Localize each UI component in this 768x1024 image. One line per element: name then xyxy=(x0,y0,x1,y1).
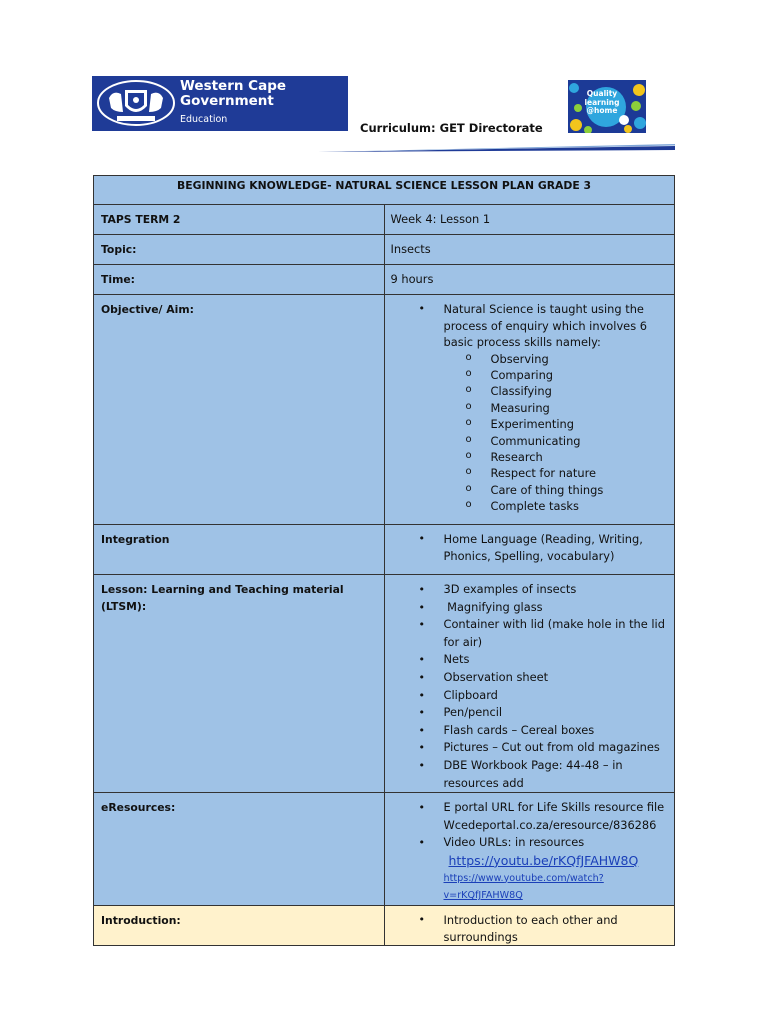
list-item: o Communicating xyxy=(466,433,675,449)
list-item: • Container with lid (make hole in the lid for air) xyxy=(419,616,675,651)
header-divider xyxy=(318,144,675,152)
list-item: o Respect for nature xyxy=(466,465,675,481)
table-row xyxy=(94,205,675,235)
list-item: • DBE Workbook Page: 44-48 – in resources add xyxy=(419,757,675,792)
coat-of-arms-icon xyxy=(95,78,177,128)
western-cape-government-banner xyxy=(92,76,348,131)
integration-value xyxy=(384,525,675,575)
list-item: • Clipboard xyxy=(419,687,675,705)
eresources-label: eResources: xyxy=(94,793,385,906)
youtu-be-link[interactable]: https://youtu.be/rKQfJFAHW8Q xyxy=(448,852,639,868)
list-item: • 3D examples of insects xyxy=(419,581,675,599)
objective-intro: Natural Science is taught using the process of enquiry which involves 6 basic process skills namely: xyxy=(443,302,647,349)
list-item: o Research xyxy=(466,449,675,465)
list-item: o Experimenting xyxy=(466,416,675,432)
list-item: o Classifying xyxy=(466,383,675,399)
table-row xyxy=(94,295,675,525)
youtube-watch-link[interactable]: https://www.youtube.com/watch?v=rKQfJFAHW8Q xyxy=(443,872,604,902)
table-row xyxy=(94,525,675,575)
topic-value: Insects xyxy=(384,235,675,265)
table-row xyxy=(94,265,675,295)
list-item: • Magnifying glass xyxy=(419,599,675,617)
topic-label: Topic: xyxy=(94,235,385,265)
lesson-plan-title: BEGINNING KNOWLEDGE- NATURAL SCIENCE LESSON PLAN GRADE 3 xyxy=(94,176,675,205)
video-urls-label: Video URLs: in resources xyxy=(443,835,585,850)
list-item: o Care of thing things xyxy=(466,482,675,498)
quality-learning-logo xyxy=(568,80,646,133)
list-item: o Observing xyxy=(466,351,675,367)
integration-list xyxy=(391,531,675,564)
lesson-plan-table xyxy=(93,175,675,946)
taps-term-value: Week 4: Lesson 1 xyxy=(384,205,675,235)
list-item: • Home Language (Reading, Writing, Phonics, Spelling, vocabulary) xyxy=(419,531,675,564)
process-skills-list xyxy=(444,351,675,515)
list-item: o Complete tasks xyxy=(466,498,675,514)
list-item: • Flash cards – Cereal boxes xyxy=(419,722,675,740)
list-item: • Observation sheet xyxy=(419,669,675,687)
ltsm-list xyxy=(391,581,675,792)
time-value: 9 hours xyxy=(384,265,675,295)
time-label: Time: xyxy=(94,265,385,295)
ltsm-label: Lesson: Learning and Teaching material (LTSM): xyxy=(94,575,385,793)
objective-label: Objective/ Aim: xyxy=(94,295,385,525)
list-item: o Measuring xyxy=(466,400,675,416)
list-item xyxy=(419,834,675,904)
table-row xyxy=(94,906,675,946)
table-row xyxy=(94,793,675,906)
eresources-list xyxy=(391,799,675,905)
table-row xyxy=(94,235,675,265)
objective-value xyxy=(384,295,675,525)
introduction-label: Introduction: xyxy=(94,906,385,946)
introduction-list xyxy=(391,912,675,945)
introduction-value xyxy=(384,906,675,946)
table-title-row xyxy=(94,176,675,205)
ltsm-value xyxy=(384,575,675,793)
list-item: o Comparing xyxy=(466,367,675,383)
list-item: • Nets xyxy=(419,651,675,669)
directorate-label: Curriculum: GET Directorate xyxy=(360,121,543,135)
list-item: • E portal URL for Life Skills resource file Wcedeportal.co.za/eresource/836286 xyxy=(419,799,675,834)
department-name: Education xyxy=(180,114,228,125)
quality-learning-text: Quality learning @home xyxy=(584,89,620,115)
list-item: • Introduction to each other and surroundings xyxy=(419,912,675,945)
integration-label: Integration xyxy=(94,525,385,575)
list-item: • Pen/pencil xyxy=(419,704,675,722)
org-name: Western Cape Government xyxy=(180,78,287,109)
list-item: • Pictures – Cut out from old magazines xyxy=(419,739,675,757)
taps-term-label: TAPS TERM 2 xyxy=(94,205,385,235)
eresources-value xyxy=(384,793,675,906)
objective-list xyxy=(391,301,675,515)
table-row xyxy=(94,575,675,793)
list-item xyxy=(419,301,675,515)
